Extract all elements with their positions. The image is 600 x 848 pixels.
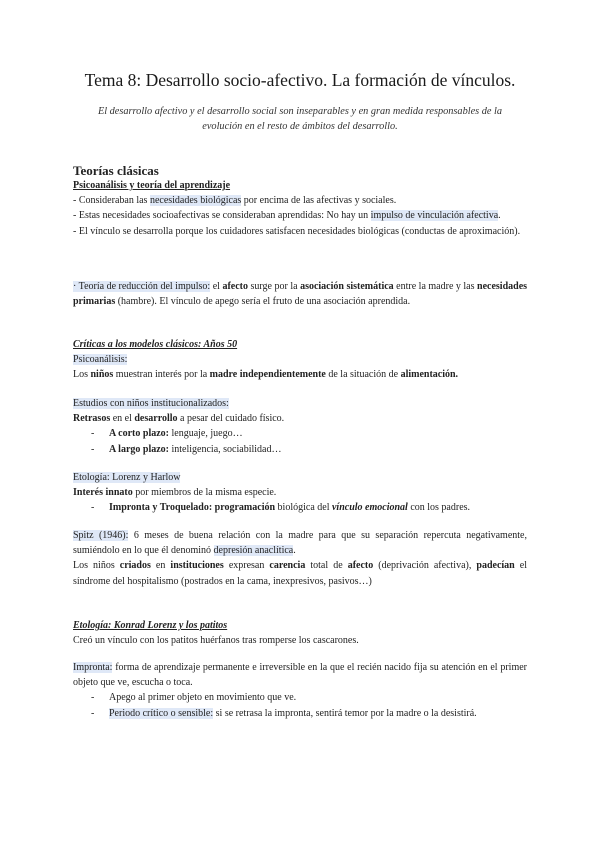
criados-paragraph: Los niños criados en instituciones expresan carencia total de afecto (deprivación afectiva), padecían el síndrome del hospitalismo (postrados en la cama, inexpresivos, pasivos…): [73, 560, 527, 587]
document-title: Tema 8: Desarrollo socio-afectivo. La formación de vínculos.: [84, 70, 516, 90]
subheading-psicoanalisis: Psicoanálisis y teoría del aprendizaje: [73, 180, 231, 191]
spitz-paragraph: Spitz (1946): 6 meses de buena relación con la madre para que su separación repercuta negativamente, sumiéndolo en lo que él denominó depresión anaclítica.: [73, 530, 527, 557]
section-institucionalizados: [73, 396, 527, 457]
label-etologia: Etología: Lorenz y Harlow: [73, 472, 181, 483]
label-institucionalizados: Estudios con niños institucionalizados:: [73, 398, 229, 409]
list-item-impronta-troquelado: - Impronta y Troquelado: programación biológica del vínculo emocional con los padres.: [91, 502, 471, 514]
criticas-psico-line: Los niños muestran interés por la madre independientemente de la situación de alimentación.: [73, 369, 459, 381]
section-heading-konrad: Etología: Konrad Lorenz y los patitos: [73, 620, 228, 631]
teoria-reduccion-impulso: · Teoría de reducción del impulso: el afecto surge por la asociación sistemática entre la madre y las necesidades primarias (hambre). El vínculo de apego sería el fruto de una asociación aprendida.: [73, 281, 528, 308]
label-psicoanalisis: Psicoanálisis:: [73, 354, 128, 366]
konrad-line: Creó un vínculo con los patitos huérfanos tras romperse los cascarones.: [73, 635, 359, 647]
teorias-line-2: - Estas necesidades socioafectivas se consideraban aprendidas: No hay un impulso de vinculación afectiva.: [73, 210, 501, 222]
impronta-definition: Impronta: forma de aprendizaje permanente e irreversible en la que el recién nacido fija su atención en el primer objeto que ve, escucha o toca.: [73, 662, 527, 689]
section-impronta: [73, 660, 527, 721]
inst-line: Retrasos en el desarrollo a pesar del cuidado físico.: [73, 413, 285, 425]
teorias-line-3: - El vínculo se desarrolla porque los cuidadores satisfacen necesidades biológicas (conductas de aproximación).: [73, 225, 521, 237]
section-etologia-lorenz-harlow: [73, 470, 527, 516]
section-criticas: [73, 337, 527, 383]
section-teorias-body: [73, 178, 527, 239]
section-konrad-lorenz: [73, 618, 527, 648]
teorias-line-1: - Consideraban las necesidades biológicas por encima de las afectivas y sociales.: [73, 195, 397, 207]
section-heading-teorias: Teorías clásicas: [73, 163, 159, 178]
list-item-apego: - Apego al primer objeto en movimiento que ve.: [91, 692, 297, 704]
etologia-line: Interés innato por miembros de la misma especie.: [73, 487, 277, 499]
list-item-periodo-critico: - Periodo crítico o sensible: si se retrasa la impronta, sentirá temor por la madre o la desistirá.: [91, 707, 477, 719]
document-subtitle: El desarrollo afectivo y el desarrollo social son inseparables y en gran medida responsables de la evolución en el resto de ámbitos del desarrollo.: [97, 106, 503, 132]
section-heading-criticas: Críticas a los modelos clásicos: Años 50: [73, 339, 238, 350]
list-item-corto-plazo: - A corto plazo: lenguaje, juego…: [91, 428, 243, 440]
section-spitz: [73, 528, 527, 589]
list-item-largo-plazo: - A largo plazo: inteligencia, sociabilidad…: [91, 443, 282, 455]
